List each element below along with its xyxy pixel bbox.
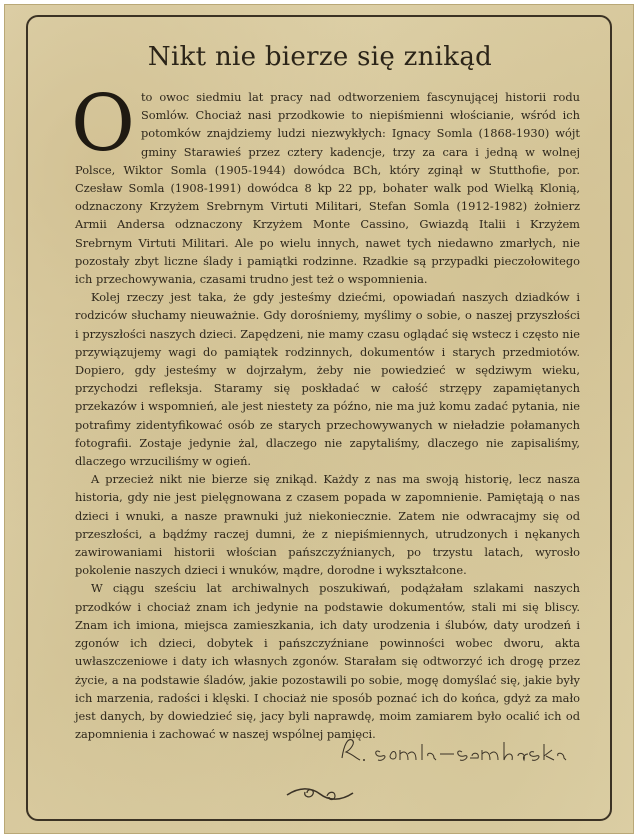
handwritten-signature xyxy=(330,730,580,770)
paragraph-1-text: to owoc siedmiu lat pracy nad odtworzeniem fascynującej historii rodu Somlów. Chociaż nasi przodkowie to niepiśmienni włościanie, wśród ich potomków znajdziemy ludzi niezwykłych: Ignacy Somla (1868-1930) wójt gminy Starawieś przez cztery kadencje, trzy za cara i jedną w wolnej Polsce, Wiktor Somla (1905-1944) dowódca BCh, który zginął w Stutthofie, por. Czesław Somla (1908-1991) dowódca 8 kp 22 pp, bohater walk pod Wielką Klonią, odznaczony Krzyżem Srebrnym Virtuti Militari, Stefan Somla (1912-1982) żołnierz Armii Andersa odznaczony Krzyżem Monte Cassino, Gwiazdą Italii i Krzyżem Srebrnym Virtuti Militari. Ale po wielu innych, nawet tych niedawno zmarłych, nie pozostały zbyt liczne ślady i pamiątki rodzinne. Rzadkie są przypadki pieczołowitego ich przechowywania, czasami trudno jest też o wspomnienia. xyxy=(75,90,580,287)
decorative-flourish-icon xyxy=(285,783,355,805)
body-text xyxy=(71,79,580,743)
drop-cap: O xyxy=(71,79,135,169)
paragraph-3: A przecież nikt nie bierze się znikąd. Każdy z nas ma swoją historię, lecz nasza historia, gdy nie jest pielęgnowana z czasem popada w zapomnienie. Pamiętają o nas dzieci i wnuki, a nasze prawnuki już niekoniecznie. Zatem nie odwracajmy się od przeszłości, a bądźmy raczej dumni, że z niepiśmiennych, utrudzonych i nękanych zawirowaniami historii włościan pańszczyźnianych, po trzystu latach, wyrosło pokolenie naszych dzieci i wnuków, mądre, dorodne i wykształcone. xyxy=(75,472,580,578)
paragraph-4: W ciągu sześciu lat archiwalnych poszukiwań, podążałam szlakami naszych przodków i chociaż znam ich jedynie na podstawie dokumentów, stali mi się bliscy. Znam ich imiona, miejsca zamieszkania, ich daty urodzenia i ślubów, daty urodzeń i zgonów ich dzieci, dobytek i pańszczyźniane powinności wobec dworu, akta uwłaszczeniowe i daty ich własnych zgonów. Starałam się odtworzyć ich drogę przez życie, a na podstawie śladów, jakie pozostawili po sobie, mogę domyślać się, jakie były ich marzenia, radości i klęski. I chociaż nie sposób poznać ich do końca, gdyż za mało jest danych, by dowiedzieć się, jacy byli naprawdę, moim zamiarem było ocalić ich od zapomnienia i zachować w naszej wspólnej pamięci. xyxy=(75,581,580,742)
paragraph-2: Kolej rzeczy jest taka, że gdy jesteśmy dziećmi, opowiadań naszych dziadków i rodziców słuchamy nieuważnie. Gdy dorośniemy, myślimy o sobie, o naszej przyszłości i przyszłości naszych dzieci. Zapędzeni, nie mamy czasu oglądać się wstecz i często nie przywiązujemy wagi do pamiątek rodzinnych, dokumentów i starych przedmiotów. Dopiero, gdy jesteśmy w dojrzałym, żeby nie powiedzieć w sędziwym wieku, przychodzi refleksja. Staramy się poskładać w całość strzępy zapamiętanych przekazów i wspomnień, ale jest niestety za późno, nie ma już komu zadać pytania, nie potrafimy zidentyfikować osób ze starych przechowywanych w nieładzie połamanych fotografii. Zostaje jedynie żal, dlaczego nie zapytaliśmy, dlaczego nie zapisaliśmy, dlaczego wrzuciliśmy w ogień. xyxy=(75,290,580,469)
page-title: Nikt nie bierze się znikąd xyxy=(147,42,493,72)
paragraph-1 xyxy=(71,79,580,288)
